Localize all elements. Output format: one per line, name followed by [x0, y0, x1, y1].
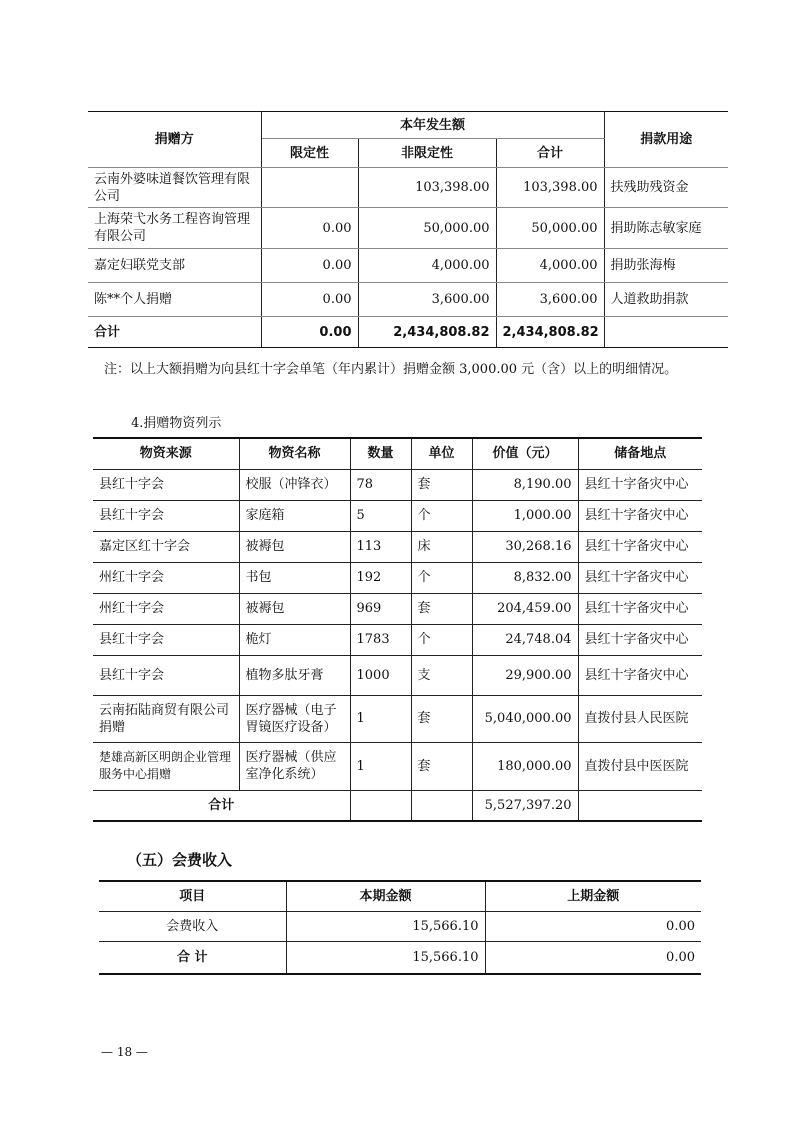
page-number: — 18 —: [101, 1045, 148, 1059]
value-cell: 180,000.00: [472, 742, 578, 790]
total-value: 5,527,397.20: [472, 790, 578, 821]
restricted-cell: 0.00: [261, 283, 358, 317]
qty-cell: 1: [350, 742, 411, 790]
donations-table: [88, 111, 728, 348]
table-row: [93, 624, 702, 655]
value-cell: 8,832.00: [472, 562, 578, 593]
total-label: 合 计: [99, 941, 286, 974]
qty-cell: 113: [350, 531, 411, 562]
unit-cell: 个: [411, 624, 472, 655]
header-qty: 数量: [350, 438, 411, 469]
source-cell: 楚雄高新区明朗企业管理服务中心捐赠: [93, 742, 239, 790]
name-cell: 医疗器械（供应室净化系统）: [239, 742, 350, 790]
total-cell: 103,398.00: [496, 168, 604, 208]
unit-cell: 支: [411, 655, 472, 695]
header-item: 项目: [99, 881, 286, 911]
qty-cell: 969: [350, 593, 411, 624]
donor-cell: 陈**个人捐赠: [88, 283, 261, 317]
name-cell: 被褥包: [239, 593, 350, 624]
unrestricted-cell: 50,000.00: [358, 208, 496, 249]
table-row: [93, 655, 702, 695]
donations-note: 注：以上大额捐赠为向县红十字会单笔（年内累计）捐赠金额 3,000.00 元（含）以上的明细情况。: [104, 362, 678, 377]
total-cell: 4,000.00: [496, 249, 604, 283]
location-cell: 县红十字备灾中心: [578, 469, 702, 500]
table-row: [88, 249, 728, 283]
restricted-cell: 0.00: [261, 208, 358, 249]
value-cell: 204,459.00: [472, 593, 578, 624]
purpose-cell: 扶残助残资金: [604, 168, 728, 208]
source-cell: 县红十字会: [93, 655, 239, 695]
name-cell: 桅灯: [239, 624, 350, 655]
donor-cell: 上海荣弋水务工程咨询管理有限公司: [88, 208, 261, 249]
location-cell: 县红十字备灾中心: [578, 531, 702, 562]
value-cell: 24,748.04: [472, 624, 578, 655]
header-restricted: 限定性: [261, 139, 358, 168]
total-cell: 50,000.00: [496, 208, 604, 249]
total-row: [93, 790, 702, 821]
total-unrestricted: 2,434,808.82: [358, 317, 496, 348]
unrestricted-cell: 103,398.00: [358, 168, 496, 208]
table-row: [93, 531, 702, 562]
item-cell: 会费收入: [99, 911, 286, 941]
materials-table: [93, 437, 702, 822]
table-row: [99, 911, 701, 941]
restricted-cell: 0.00: [261, 249, 358, 283]
purpose-cell: 捐助张海梅: [604, 249, 728, 283]
name-cell: 被褥包: [239, 531, 350, 562]
value-cell: 30,268.16: [472, 531, 578, 562]
source-cell: 嘉定区红十字会: [93, 531, 239, 562]
total-label: 合计: [93, 790, 350, 821]
qty-cell: 78: [350, 469, 411, 500]
current-cell: 15,566.10: [286, 911, 485, 941]
value-cell: 1,000.00: [472, 500, 578, 531]
donor-cell: 云南外婆味道餐饮管理有限公司: [88, 168, 261, 208]
qty-cell: 1: [350, 695, 411, 742]
location-cell: 直拨付县人民医院: [578, 695, 702, 742]
total-unit: [411, 790, 472, 821]
qty-cell: 5: [350, 500, 411, 531]
unrestricted-cell: 3,600.00: [358, 283, 496, 317]
table-row: [88, 283, 728, 317]
header-unrestricted: 非限定性: [358, 139, 496, 168]
location-cell: 县红十字备灾中心: [578, 593, 702, 624]
unit-cell: 套: [411, 742, 472, 790]
header-previous: 上期金额: [485, 881, 701, 911]
table-row: [93, 695, 702, 742]
source-cell: 县红十字会: [93, 500, 239, 531]
unrestricted-cell: 4,000.00: [358, 249, 496, 283]
value-cell: 29,900.00: [472, 655, 578, 695]
purpose-cell: 人道救助捐款: [604, 283, 728, 317]
location-cell: 县红十字备灾中心: [578, 624, 702, 655]
previous-cell: 0.00: [485, 911, 701, 941]
total-label: 合计: [88, 317, 261, 348]
name-cell: 植物多肽牙膏: [239, 655, 350, 695]
total-row: [99, 941, 701, 974]
table-row: [93, 742, 702, 790]
total-location: [578, 790, 702, 821]
source-cell: 县红十字会: [93, 469, 239, 500]
source-cell: 县红十字会: [93, 624, 239, 655]
fees-table: [99, 880, 701, 975]
table-row: [93, 500, 702, 531]
donor-cell: 嘉定妇联党支部: [88, 249, 261, 283]
unit-cell: 个: [411, 562, 472, 593]
unit-cell: 个: [411, 500, 472, 531]
header-source: 物资来源: [93, 438, 239, 469]
table-row: [88, 208, 728, 249]
header-current-year: 本年发生额: [261, 112, 604, 139]
table-row: [93, 593, 702, 624]
header-total: 合计: [496, 139, 604, 168]
table-row: [93, 469, 702, 500]
qty-cell: 1000: [350, 655, 411, 695]
unit-cell: 套: [411, 695, 472, 742]
location-cell: 县红十字备灾中心: [578, 655, 702, 695]
qty-cell: 192: [350, 562, 411, 593]
header-unit: 单位: [411, 438, 472, 469]
source-cell: 州红十字会: [93, 593, 239, 624]
total-total: 2,434,808.82: [496, 317, 604, 348]
name-cell: 医疗器械（电子胃镜医疗设备）: [239, 695, 350, 742]
unit-cell: 床: [411, 531, 472, 562]
source-cell: 州红十字会: [93, 562, 239, 593]
section5-title: （五）会费收入: [127, 851, 233, 869]
total-restricted: 0.00: [261, 317, 358, 348]
value-cell: 5,040,000.00: [472, 695, 578, 742]
location-cell: 直拨付县中医医院: [578, 742, 702, 790]
location-cell: 县红十字备灾中心: [578, 562, 702, 593]
total-current: 15,566.10: [286, 941, 485, 974]
name-cell: 家庭箱: [239, 500, 350, 531]
qty-cell: 1783: [350, 624, 411, 655]
source-cell: 云南拓陆商贸有限公司捐赠: [93, 695, 239, 742]
total-previous: 0.00: [485, 941, 701, 974]
total-purpose: [604, 317, 728, 348]
table-row: [88, 168, 728, 208]
header-name: 物资名称: [239, 438, 350, 469]
header-donor: 捐赠方: [88, 112, 261, 168]
restricted-cell: [261, 168, 358, 208]
purpose-cell: 捐助陈志敏家庭: [604, 208, 728, 249]
total-cell: 3,600.00: [496, 283, 604, 317]
unit-cell: 套: [411, 593, 472, 624]
total-row: [88, 317, 728, 348]
header-purpose: 捐款用途: [604, 112, 728, 168]
header-current: 本期金额: [286, 881, 485, 911]
location-cell: 县红十字备灾中心: [578, 500, 702, 531]
value-cell: 8,190.00: [472, 469, 578, 500]
unit-cell: 套: [411, 469, 472, 500]
header-location: 储备地点: [578, 438, 702, 469]
section4-title: 4.捐赠物资列示: [131, 416, 222, 431]
name-cell: 书包: [239, 562, 350, 593]
table-row: [93, 562, 702, 593]
header-value: 价值（元）: [472, 438, 578, 469]
total-qty: [350, 790, 411, 821]
name-cell: 校服（冲锋衣）: [239, 469, 350, 500]
